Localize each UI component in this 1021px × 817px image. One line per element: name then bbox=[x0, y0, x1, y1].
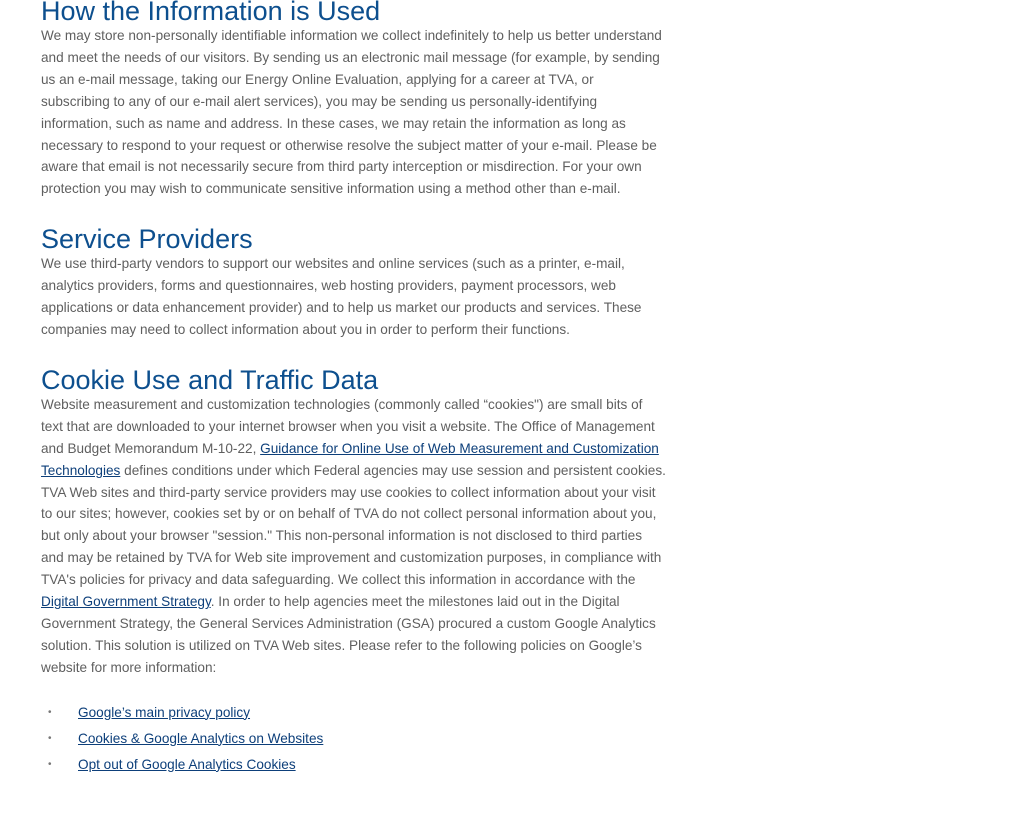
policy-content bbox=[41, 0, 666, 778]
cookie-body-text-2: defines conditions under which Federal agencies may use session and persistent cookies. TVA Web sites and third-party service providers may use cookies to collect information about your visit to our sites; however, cookies set by or on behalf of TVA do not collect personal information about you, but only about your browser "session." This non-personal information is not disclosed to third parties and may be retained by TVA for Web site improvement and customization purposes, in compliance with TVA's policies for privacy and data safeguarding. We collect this information in accordance with the bbox=[41, 462, 666, 588]
opt-out-google-analytics-link[interactable]: Opt out of Google Analytics Cookies bbox=[78, 756, 296, 772]
bullet-icon: • bbox=[48, 732, 52, 744]
google-policy-link-list bbox=[41, 700, 666, 778]
cookie-body-text-1: Website measurement and customization technologies (commonly called “cookies") are small bits of text that are downloaded to your internet browser when you visit a website. The Office of Management and Budget Memorandum M-10-22, bbox=[41, 396, 655, 456]
section-heading-service-providers: Service Providers bbox=[41, 224, 253, 255]
cookies-google-analytics-link[interactable]: Cookies & Google Analytics on Websites bbox=[78, 730, 324, 746]
list-item bbox=[41, 752, 666, 778]
section-heading-information-used: How the Information is Used bbox=[41, 0, 381, 26]
digital-government-strategy-link[interactable]: Digital Government Strategy bbox=[41, 594, 211, 610]
google-privacy-policy-link[interactable]: Google’s main privacy policy bbox=[78, 704, 251, 720]
section-body-information-used: We may store non-personally identifiable information we collect indefinitely to help us better understand and meet the needs of our visitors. By sending us an electronic mail message (for example, by sending us an e-mail message, taking our Energy Online Evaluation, applying for a career at TVA, or subscribing to any of our e-mail alert services), you may be sending us personally-identifying information, such as name and address. In these cases, we may retain the information as long as necessary to respond to your request or otherwise resolve the subject matter of your e-mail. Please be aware that email is not necessarily secure from third party interception or misdirection. For your own protection you may wish to communicate sensitive information using a method other than e-mail. bbox=[41, 28, 662, 197]
section-body-service-providers: We use third-party vendors to support our websites and online services (such as a printer, e-mail, analytics providers, forms and questionnaires, web hosting providers, payment processors, web applications or data enhancement provider) and to help us market our products and services. These companies may need to collect information about you in order to perform their functions. bbox=[41, 256, 642, 337]
cookie-body-text-3: . In order to help agencies meet the milestones laid out in the Digital Government Strategy, the General Services Administration (GSA) procured a custom Google Analytics solution. This solution is utilized on TVA Web sites. Please refer to the following policies on Google’s website for more information: bbox=[41, 594, 656, 675]
list-item bbox=[41, 700, 666, 726]
bullet-icon: • bbox=[48, 758, 52, 770]
list-item bbox=[41, 726, 666, 752]
section-body-cookie-use bbox=[41, 394, 666, 679]
section-heading-cookie-use: Cookie Use and Traffic Data bbox=[41, 364, 379, 395]
bullet-icon: • bbox=[48, 706, 52, 718]
guidance-web-measurement-link[interactable]: Guidance for Online Use of Web Measurement and Customization Technologies bbox=[41, 440, 659, 478]
